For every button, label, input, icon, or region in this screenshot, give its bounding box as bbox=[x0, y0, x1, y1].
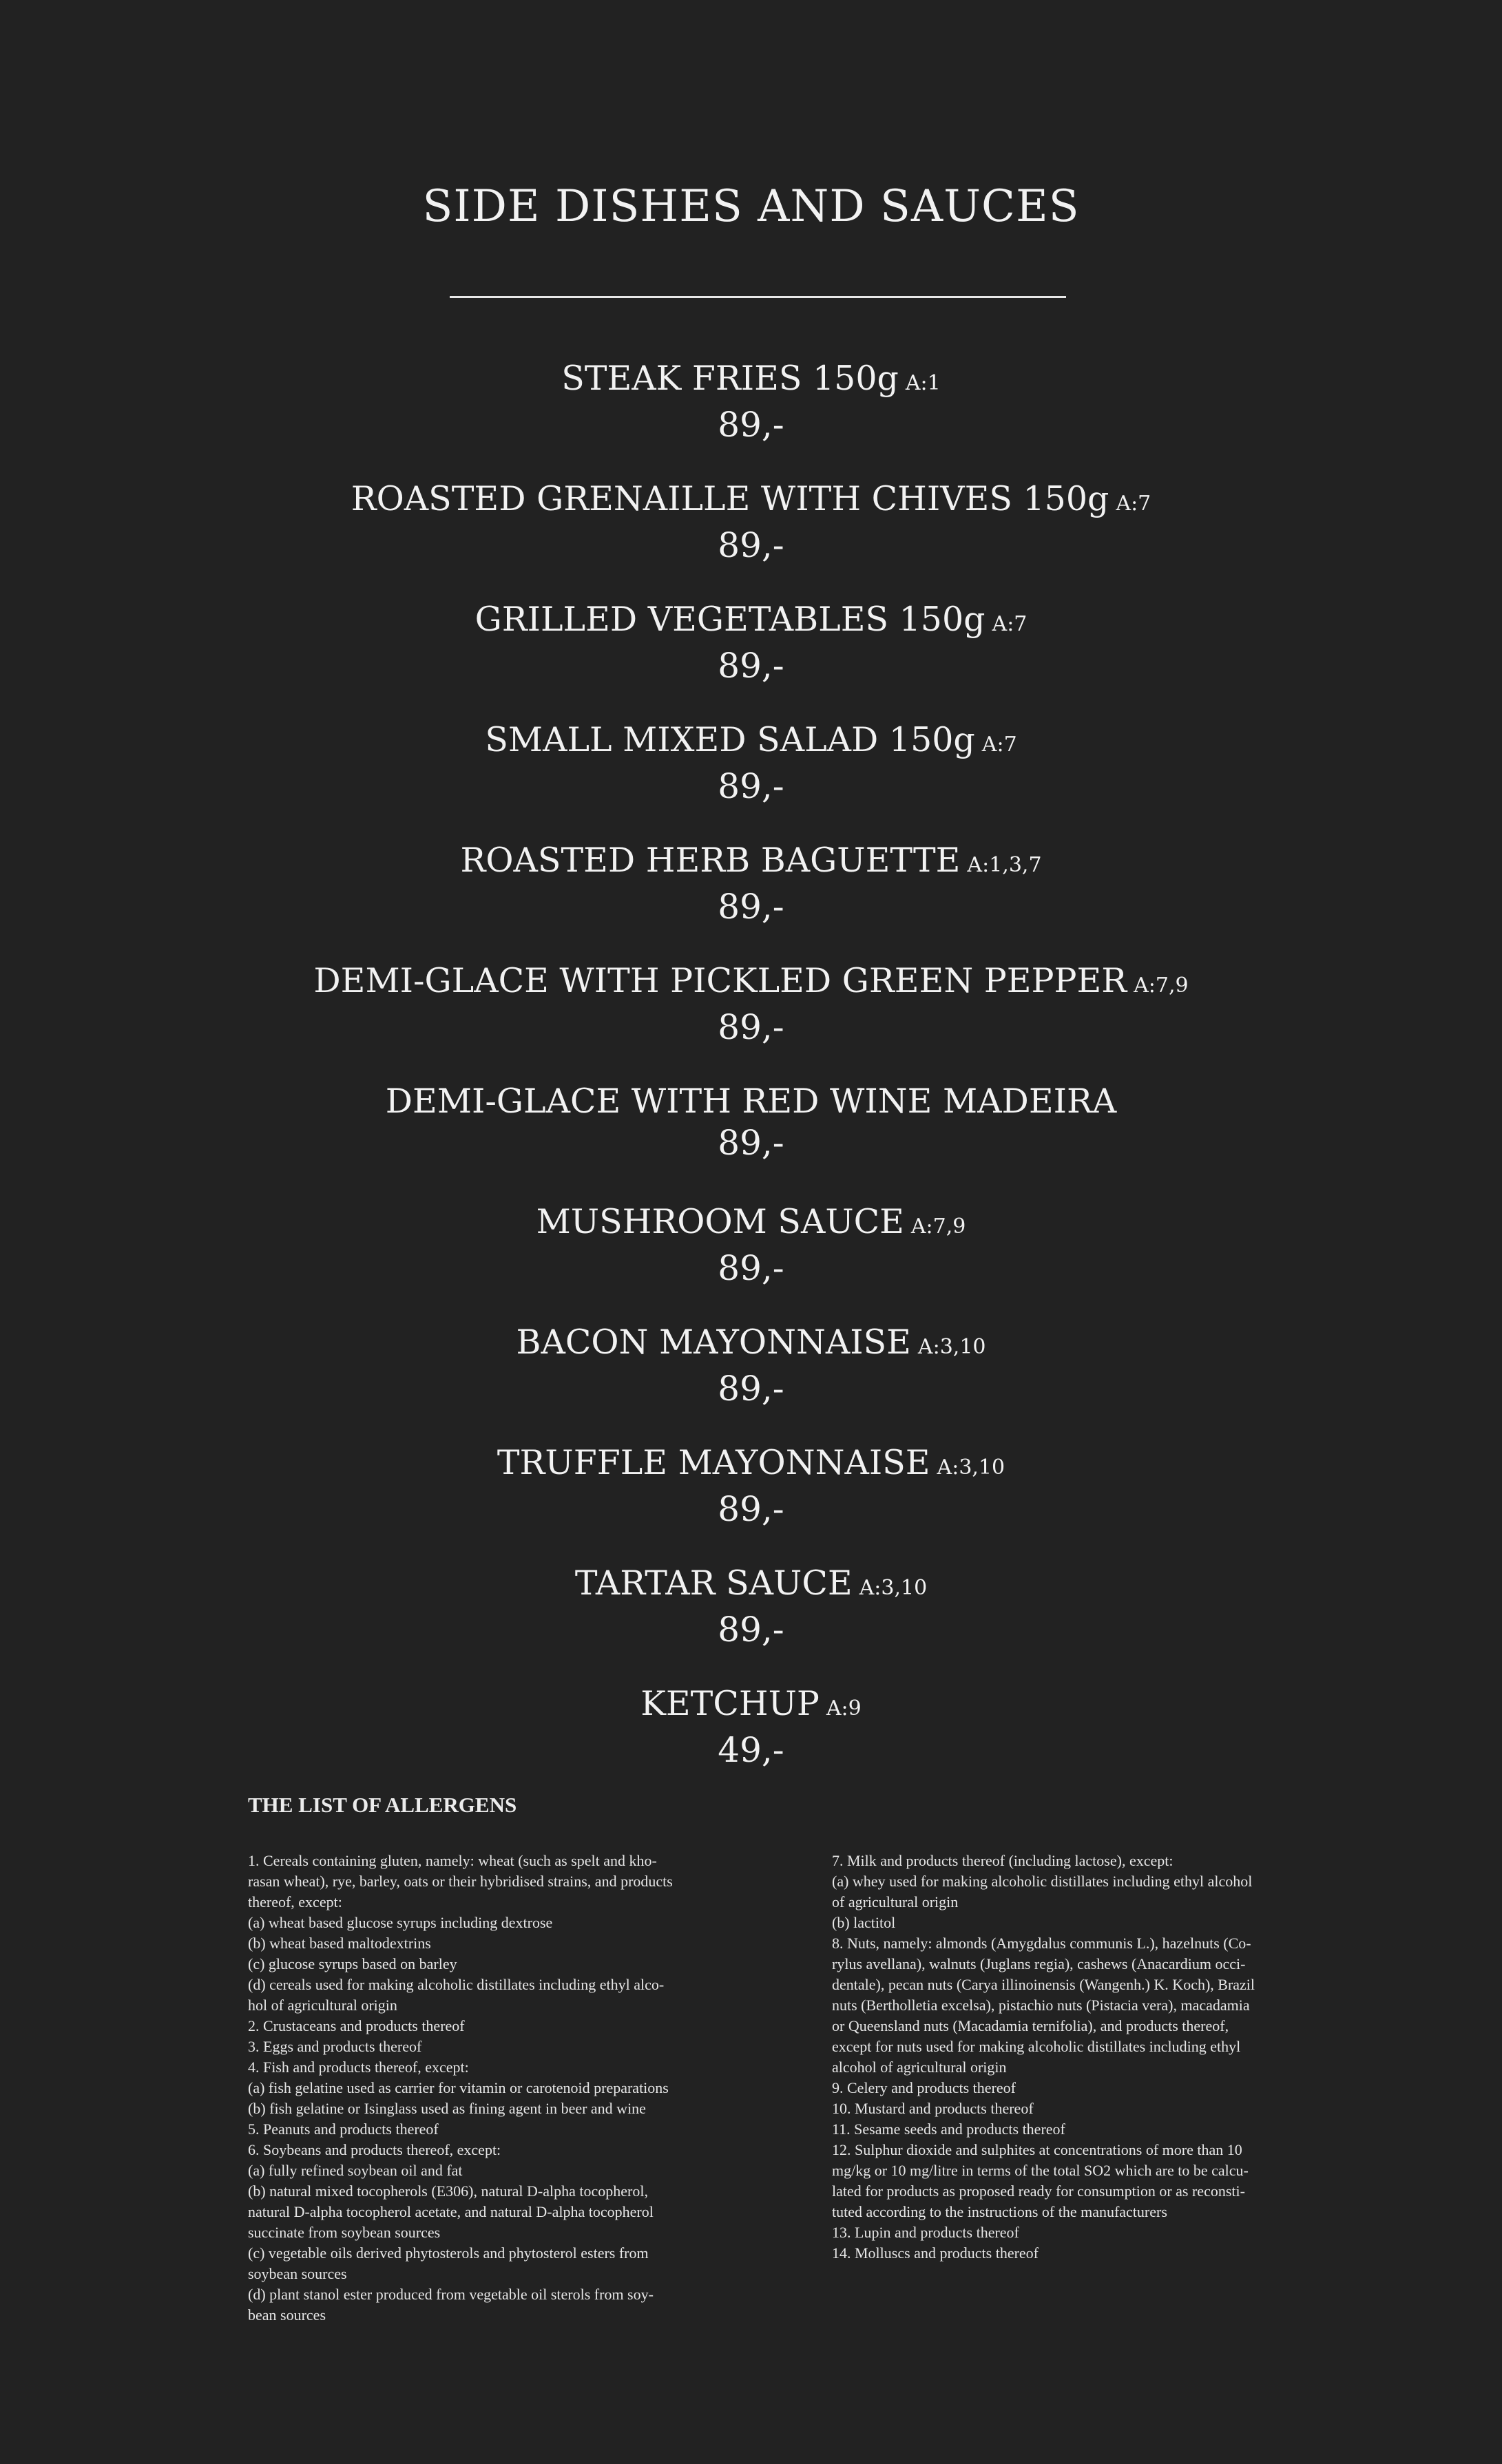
item-price: 89,- bbox=[718, 1123, 784, 1163]
allergen-text-line: 2. Crustaceans and products thereof bbox=[248, 2017, 465, 2034]
menu-item bbox=[0, 960, 1502, 1081]
allergen-text-line: (b) fish gelatine or Isinglass used as fining agent in beer and wine bbox=[248, 2100, 646, 2117]
item-name: SMALL MIXED SALAD 150g bbox=[485, 720, 975, 759]
menu-item bbox=[0, 840, 1502, 960]
page-title: SIDE DISHES AND SAUCES bbox=[422, 181, 1080, 232]
allergens-heading: THE LIST OF ALLERGENS bbox=[248, 1793, 517, 1817]
item-price: 49,- bbox=[718, 1730, 784, 1770]
item-price: 89,- bbox=[718, 525, 784, 565]
item-price: 89,- bbox=[718, 1369, 784, 1409]
allergen-text-line: (a) fish gelatine used as carrier for vitamin or carotenoid preparations bbox=[248, 2079, 669, 2096]
item-allergens: A:3,10 bbox=[859, 1576, 928, 1600]
allergen-text-line: (d) cereals used for making alcoholic distillates including ethyl alco- bbox=[248, 1976, 665, 1993]
allergen-text-line: except for nuts used for making alcoholic distillates including ethyl bbox=[832, 2038, 1241, 2055]
allergen-text-line: 12. Sulphur dioxide and sulphites at concentrations of more than 10 bbox=[832, 2141, 1242, 2158]
item-price: 89,- bbox=[718, 1489, 784, 1529]
allergen-text-line: (a) wheat based glucose syrups including dextrose bbox=[248, 1914, 553, 1931]
allergen-text-line: 14. Molluscs and products thereof bbox=[832, 2244, 1039, 2262]
item-name-line bbox=[0, 840, 1502, 886]
allergen-text-line: or Queensland nuts (Macadamia ternifolia), and products thereof, bbox=[832, 2017, 1229, 2034]
allergen-text-line: (b) wheat based maltodextrins bbox=[248, 1935, 431, 1952]
item-allergens: A:7 bbox=[1116, 492, 1151, 516]
item-name-line bbox=[0, 719, 1502, 766]
item-name: TARTAR SAUCE bbox=[574, 1563, 853, 1603]
allergen-text-line: of agricultural origin bbox=[832, 1893, 959, 1910]
item-name-line bbox=[0, 1563, 1502, 1609]
allergen-text-line: 11. Sesame seeds and products thereof bbox=[832, 2120, 1065, 2138]
item-name: ROASTED GRENAILLE WITH CHIVES 150g bbox=[351, 479, 1109, 518]
item-name-line bbox=[0, 960, 1502, 1007]
item-name-line bbox=[0, 1322, 1502, 1368]
item-name: KETCHUP bbox=[640, 1684, 820, 1723]
item-allergens: A:1,3,7 bbox=[967, 853, 1042, 877]
allergen-text-line: 5. Peanuts and products thereof bbox=[248, 2120, 439, 2138]
item-name-line bbox=[0, 599, 1502, 645]
item-price: 89,- bbox=[718, 1610, 784, 1650]
allergen-text-line: 8. Nuts, namely: almonds (Amygdalus communis L.), hazelnuts (Co- bbox=[832, 1935, 1251, 1952]
item-name-line bbox=[0, 1442, 1502, 1488]
item-allergens: A:7,9 bbox=[910, 1214, 966, 1239]
allergen-text-line: alcohol of agricultural origin bbox=[832, 2058, 1007, 2076]
menu-item bbox=[0, 1563, 1502, 1683]
allergen-text-line: hol of agricultural origin bbox=[248, 1997, 397, 2014]
item-name: GRILLED VEGETABLES 150g bbox=[474, 600, 985, 639]
item-name-line bbox=[0, 478, 1502, 525]
item-allergens: A:7,9 bbox=[1134, 973, 1189, 998]
item-name-line bbox=[0, 358, 1502, 404]
item-price: 89,- bbox=[718, 766, 784, 806]
allergen-text-line: (a) whey used for making alcoholic distillates including ethyl alcohol bbox=[832, 1873, 1253, 1890]
item-name: MUSHROOM SAUCE bbox=[536, 1202, 904, 1241]
allergen-text-line: (c) vegetable oils derived phytosterols and phytosterol esters from bbox=[248, 2244, 649, 2262]
item-price: 89,- bbox=[718, 887, 784, 927]
allergen-text-line: 13. Lupin and products thereof bbox=[832, 2224, 1019, 2241]
menu-items-list bbox=[0, 358, 1502, 1804]
allergen-text-line: 7. Milk and products thereof (including lactose), except: bbox=[832, 1852, 1174, 1869]
item-price: 89,- bbox=[718, 405, 784, 445]
allergen-text-line: thereof, except: bbox=[248, 1893, 342, 1910]
allergen-text-line: rylus avellana), walnuts (Juglans regia), cashews (Anacardium occi- bbox=[832, 1955, 1246, 1972]
allergen-text-line: 6. Soybeans and products thereof, except: bbox=[248, 2141, 501, 2158]
menu-item bbox=[0, 1683, 1502, 1804]
item-price: 89,- bbox=[718, 1007, 784, 1047]
menu-item bbox=[0, 1442, 1502, 1563]
menu-item bbox=[0, 1322, 1502, 1442]
item-allergens: A:7 bbox=[981, 733, 1017, 757]
allergen-text-line: (b) lactitol bbox=[832, 1914, 896, 1931]
allergen-text-line: 4. Fish and products thereof, except: bbox=[248, 2058, 469, 2076]
allergen-text-line: bean sources bbox=[248, 2306, 326, 2324]
allergen-text-line: (c) glucose syrups based on barley bbox=[248, 1955, 457, 1972]
menu-item bbox=[0, 358, 1502, 478]
allergens-list-left bbox=[248, 1851, 689, 2326]
menu-item bbox=[0, 719, 1502, 840]
allergen-text-line: 3. Eggs and products thereof bbox=[248, 2038, 422, 2055]
allergen-text-line: 9. Celery and products thereof bbox=[832, 2079, 1016, 2096]
allergen-text-line: (b) natural mixed tocopherols (E306), natural D-alpha tocopherol, bbox=[248, 2182, 648, 2200]
item-allergens: A:3,10 bbox=[917, 1335, 986, 1359]
allergen-text-line: rasan wheat), rye, barley, oats or their hybridised strains, and products bbox=[248, 1873, 673, 1890]
item-price: 89,- bbox=[718, 646, 784, 686]
allergen-text-line: dentale), pecan nuts (Carya illinoinensis (Wangenh.) K. Koch), Brazil bbox=[832, 1976, 1255, 1993]
item-price: 89,- bbox=[718, 1248, 784, 1288]
item-allergens: A:7 bbox=[992, 612, 1028, 636]
item-name-line bbox=[0, 1683, 1502, 1729]
item-name: BACON MAYONNAISE bbox=[516, 1323, 911, 1362]
item-allergens: A:1 bbox=[905, 371, 941, 395]
allergen-text-line: tuted according to the instructions of the manufacturers bbox=[832, 2203, 1167, 2220]
item-name: TRUFFLE MAYONNAISE bbox=[497, 1443, 930, 1482]
item-name: ROASTED HERB BAGUETTE bbox=[460, 841, 961, 880]
allergen-text-line: nuts (Bertholletia excelsa), pistachio nuts (Pistacia vera), macadamia bbox=[832, 1997, 1250, 2014]
allergens-list-right bbox=[832, 1851, 1273, 2264]
item-name: DEMI-GLACE WITH PICKLED GREEN PEPPER bbox=[313, 961, 1127, 1000]
menu-item bbox=[0, 1201, 1502, 1322]
allergen-text-line: mg/kg or 10 mg/litre in terms of the total SO2 which are to be calcu- bbox=[832, 2162, 1249, 2179]
item-name: DEMI-GLACE WITH RED WINE MADEIRA bbox=[385, 1082, 1117, 1121]
allergen-text-line: (a) fully refined soybean oil and fat bbox=[248, 2162, 463, 2179]
item-name-line bbox=[0, 1201, 1502, 1247]
allergen-text-line: 10. Mustard and products thereof bbox=[832, 2100, 1034, 2117]
menu-item bbox=[0, 1081, 1502, 1201]
item-allergens: A:3,10 bbox=[937, 1455, 1005, 1480]
item-name: STEAK FRIES 150g bbox=[561, 359, 899, 398]
allergen-text-line: succinate from soybean sources bbox=[248, 2224, 441, 2241]
allergen-text-line: (d) plant stanol ester produced from vegetable oil sterols from soy- bbox=[248, 2286, 654, 2303]
allergen-text-line: soybean sources bbox=[248, 2265, 347, 2282]
allergen-text-line: lated for products as proposed ready for consumption or as reconsti- bbox=[832, 2182, 1245, 2200]
menu-item bbox=[0, 478, 1502, 599]
title-divider bbox=[450, 296, 1066, 298]
menu-item bbox=[0, 599, 1502, 719]
allergen-text-line: 1. Cereals containing gluten, namely: wheat (such as spelt and kho- bbox=[248, 1852, 657, 1869]
allergen-text-line: natural D-alpha tocopherol acetate, and natural D-alpha tocopherol bbox=[248, 2203, 654, 2220]
item-allergens: A:9 bbox=[826, 1696, 862, 1720]
item-name-line bbox=[0, 1081, 1502, 1122]
